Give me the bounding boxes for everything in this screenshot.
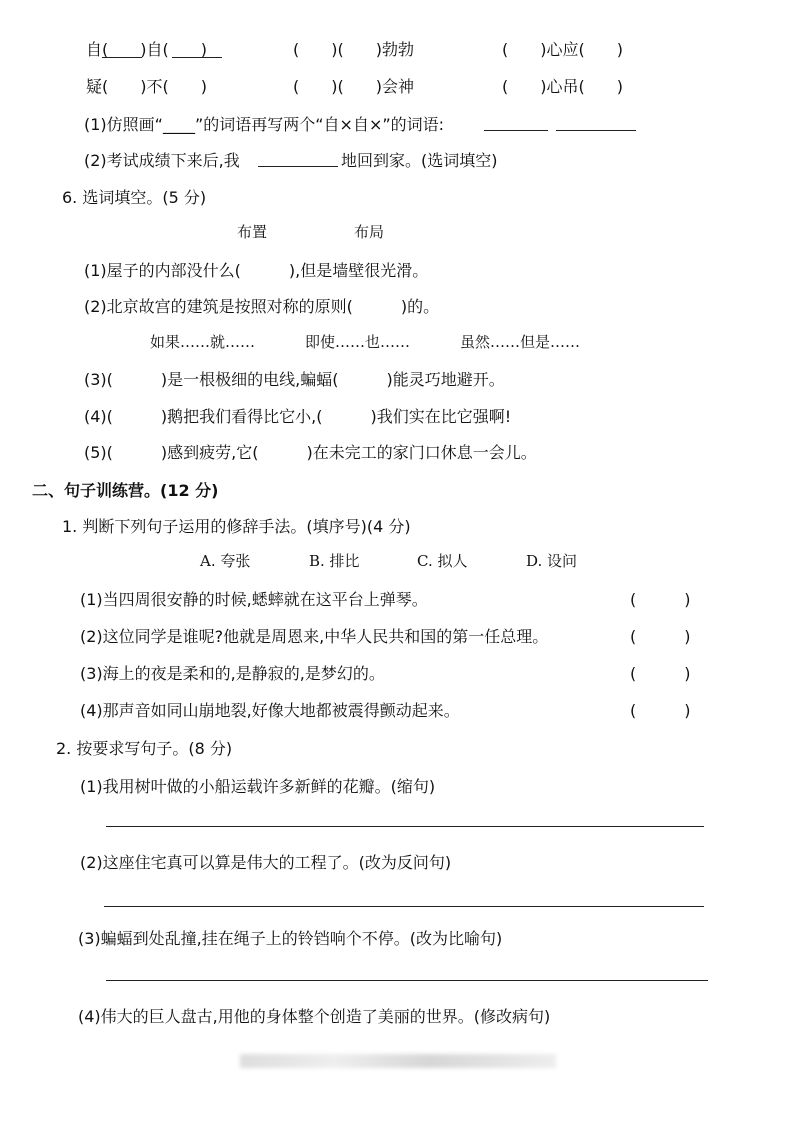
q6-sentence-5: (5)( )感到疲劳,它( )在未完工的家门口休息一会儿。 xyxy=(84,443,537,462)
answer-line[interactable] xyxy=(258,166,338,167)
answer-paren[interactable]: ( ) xyxy=(630,664,691,683)
q6-sentence-2: (2)北京故宫的建筑是按照对称的原则( )的。 xyxy=(84,297,440,316)
q5-sub1: (1)仿照画“____”的词语再写两个“自×自×”的词语: xyxy=(84,115,445,134)
q5-sub2-pre: (2)考试成绩下来后,我 xyxy=(84,151,240,170)
idiom-cell-4: 疑( )不( ) xyxy=(86,77,207,96)
q6-sentence-1: (1)屋子的内部没什么( ),但是墙壁很光滑。 xyxy=(84,261,429,280)
rhetoric-option-a: A. 夸张 xyxy=(200,552,251,570)
conjunction-option: 如果……就…… xyxy=(150,333,256,351)
answer-line[interactable] xyxy=(104,906,704,907)
answer-paren[interactable]: ( ) xyxy=(630,590,691,609)
idiom-cell-6: ( )心吊( ) xyxy=(502,77,623,96)
word-option: 布置 xyxy=(237,223,268,241)
underline-mark xyxy=(102,57,142,58)
idiom-cell-1: 自( )自( ) xyxy=(86,40,207,59)
rhetoric-item-3: (3)海上的夜是柔和的,是静寂的,是梦幻的。 xyxy=(80,664,385,683)
answer-line[interactable] xyxy=(106,980,708,981)
idiom-cell-3: ( )心应( ) xyxy=(502,40,623,59)
answer-paren[interactable]: ( ) xyxy=(630,701,691,720)
part2-q1-title: 1. 判断下列句子运用的修辞手法。(填序号)(4 分) xyxy=(62,517,411,536)
q6-sentence-4: (4)( )鹅把我们看得比它小,( )我们实在比它强啊! xyxy=(84,407,512,426)
rewrite-item-1: (1)我用树叶做的小船运载许多新鲜的花瓣。(缩句) xyxy=(80,777,436,796)
q6-title: 6. 选词填空。(5 分) xyxy=(62,188,207,207)
rewrite-item-4: (4)伟大的巨人盘古,用他的身体整个创造了美丽的世界。(修改病句) xyxy=(78,1007,551,1026)
rhetoric-item-2: (2)这位同学是谁呢?他就是周恩来,中华人民共和国的第一任总理。 xyxy=(80,627,549,646)
conjunction-option: 虽然……但是…… xyxy=(460,333,581,351)
section-heading: 二、句子训练营。(12 分) xyxy=(32,481,219,500)
q6-sentence-3: (3)( )是一根极细的电线,蝙蝠( )能灵巧地避开。 xyxy=(84,370,505,389)
answer-line[interactable] xyxy=(556,130,636,131)
rhetoric-option-c: C. 拟人 xyxy=(417,552,468,570)
idiom-cell-5: ( )( )会神 xyxy=(293,77,414,96)
part2-q2-title: 2. 按要求写句子。(8 分) xyxy=(56,739,233,758)
underline-mark xyxy=(172,57,222,58)
answer-paren[interactable]: ( ) xyxy=(630,627,691,646)
answer-line[interactable] xyxy=(106,826,704,827)
rewrite-item-3: (3)蝙蝠到处乱撞,挂在绳子上的铃铛响个不停。(改为比喻句) xyxy=(78,929,503,948)
answer-line[interactable] xyxy=(484,130,548,131)
idiom-cell-2: ( )( )勃勃 xyxy=(293,40,414,59)
rewrite-item-2: (2)这座住宅真可以算是伟大的工程了。(改为反问句) xyxy=(80,853,452,872)
blurred-footer-mark xyxy=(240,1054,556,1068)
rhetoric-item-1: (1)当四周很安静的时候,蟋蟀就在这平台上弹琴。 xyxy=(80,590,428,609)
rhetoric-item-4: (4)那声音如同山崩地裂,好像大地都被震得颤动起来。 xyxy=(80,701,460,720)
word-option: 布局 xyxy=(354,223,385,241)
rhetoric-option-b: B. 排比 xyxy=(309,552,360,570)
conjunction-option: 即使……也…… xyxy=(305,333,411,351)
rhetoric-option-d: D. 设问 xyxy=(526,552,578,570)
q5-sub2-post: 地回到家。(选词填空) xyxy=(341,151,498,170)
